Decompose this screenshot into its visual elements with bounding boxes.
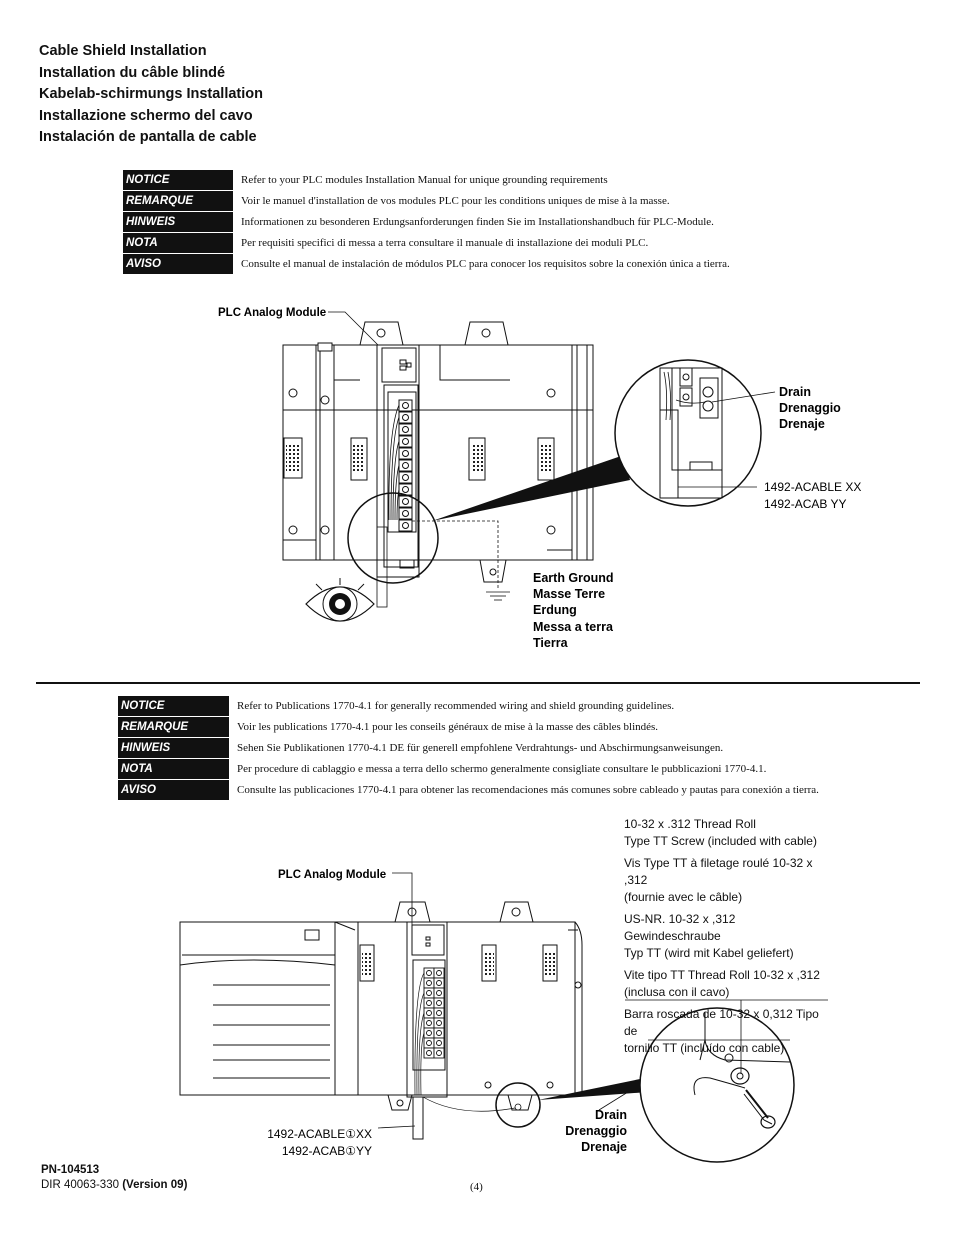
- title-es: Instalación de pantalla de cable: [39, 129, 257, 145]
- figure-1-large-zoom-circle: [615, 360, 761, 506]
- figure-1-drain-label: Drenaggio: [779, 401, 841, 415]
- notice-text: Refer to Publications 1770-4.1 for generally recommended wiring and shield grounding guidelines.: [237, 700, 675, 712]
- figure-1-ground-label: Earth Ground: [533, 571, 614, 585]
- screw-callout-en: [624, 816, 834, 850]
- figure-2-module-label: PLC Analog Module: [278, 869, 387, 881]
- screw-icon: [515, 1104, 521, 1110]
- notice-text: Consulte las publicaciones 1770-4.1 para obtener las recomendaciones más comunes sobre cableado y pautas para conexión a tierra.: [237, 784, 819, 796]
- footer: [41, 1163, 187, 1193]
- notice-label: HINWEIS: [123, 212, 233, 232]
- figure-2-terminal-block: [424, 968, 444, 1058]
- figure-2-drain-label: Drenaje: [581, 1140, 627, 1154]
- dir-number: DIR 40063-330: [41, 1179, 123, 1191]
- callout-line: Barra roscada de 10-32 x 0,312 Tipo de: [624, 1007, 819, 1038]
- notice-label: NOTICE: [118, 696, 229, 716]
- figure-2-small-zoom-circle: [496, 1083, 540, 1127]
- notice-row: [118, 759, 819, 779]
- figure-2-drain-label: Drain: [595, 1108, 627, 1122]
- notice-text: Voir le manuel d'installation de vos modules PLC pour les conditions uniques de mise à la masse.: [241, 195, 670, 207]
- figure-2-cable-label: 1492-ACABLE①XX: [267, 1127, 372, 1141]
- page-number: (4): [470, 1181, 483, 1193]
- figure-1-ground-label: Masse Terre: [533, 587, 606, 601]
- notice-row: [118, 717, 819, 737]
- notice-label: REMARQUE: [118, 717, 229, 737]
- figure-2-chassis: [180, 902, 582, 1110]
- notice-text: Per requisiti specifici di messa a terra consultare il manuale di installazione dei moduli PLC.: [241, 237, 649, 249]
- version-label: (Version 09): [122, 1179, 188, 1191]
- notice-text: Sehen Sie Publikationen 1770-4.1 DE für generell empfohlene Verdrahtungs- und Abschirmungsanweisungen.: [237, 742, 724, 754]
- figure-1-drain-label: Drenaje: [779, 417, 825, 431]
- screw-callout-it: [624, 967, 834, 1001]
- figure-1-cable-label: 1492-ACAB YY: [764, 497, 847, 511]
- part-number: PN-104513: [41, 1164, 100, 1176]
- eye-icon: [306, 578, 374, 621]
- section-divider: [36, 682, 920, 684]
- screw-callout-list: [624, 816, 834, 1062]
- notice-label: NOTICE: [123, 170, 233, 190]
- figure-2-zoom-pointer: [538, 1078, 648, 1100]
- notice-row: [118, 738, 819, 758]
- notice-label: AVISO: [123, 254, 233, 274]
- title-de: Kabelab-schirmungs Installation: [39, 86, 263, 102]
- notice-text: Voir les publications 1770-4.1 pour les conseils généraux de mise à la masse des câbles blindés.: [237, 721, 659, 733]
- document-id: [41, 1178, 187, 1193]
- figure-1-drain-label: Drain: [779, 385, 811, 399]
- notice-text: Per procedure di cablaggio e messa a terra dello schermo generalmente consigliate consultare le pubblicazioni 1770-4.1.: [237, 763, 767, 775]
- figure-2-cable-label: 1492-ACAB①YY: [281, 1144, 372, 1158]
- figure-1-terminal-block: [399, 400, 412, 531]
- notice-label: NOTA: [123, 233, 233, 253]
- figure-1-ground-label: Erdung: [533, 603, 577, 617]
- callout-line: US-NR. 10-32 x ,312 Gewindeschraube: [624, 912, 736, 943]
- figure-1-ground-label: Tierra: [533, 636, 568, 650]
- notice-table-2: [118, 695, 819, 801]
- notice-label: NOTA: [118, 759, 229, 779]
- figure-1-module-label: PLC Analog Module: [218, 307, 327, 319]
- notice-label: REMARQUE: [123, 191, 233, 211]
- notice-text: Consulte el manual de instalación de módulos PLC para conocer los requisitos sobre la conexión única a tierra.: [241, 258, 730, 270]
- callout-line: tornillo TT (incluído con cable): [624, 1041, 785, 1055]
- callout-line: (fournie avec le câble): [624, 890, 743, 904]
- figure-1-ground-label: Messa a terra: [533, 620, 613, 634]
- screw-callout-fr: [624, 855, 834, 906]
- notice-label: AVISO: [118, 780, 229, 800]
- callout-line: (inclusa con il cavo): [624, 985, 730, 999]
- notice-text: Refer to your PLC modules Installation Manual for unique grounding requirements: [241, 174, 608, 186]
- figure-1-cable-label: 1492-ACABLE XX: [764, 480, 862, 494]
- callout-line: Type TT Screw (included with cable): [624, 834, 817, 848]
- screw-callout-es: [624, 1006, 834, 1057]
- title-it: Installazione schermo del cavo: [39, 107, 253, 124]
- notice-text: Informationen zu besonderen Erdungsanforderungen finden Sie im Installationshandbuch für PLC-Module.: [241, 216, 714, 228]
- callout-line: 10-32 x .312 Thread Roll: [624, 817, 756, 831]
- figure-1-zoom-pointer: [432, 455, 630, 521]
- figure-1-plc-module: [377, 345, 419, 577]
- title-fr: Installation du câble blindé: [39, 64, 226, 81]
- callout-line: Typ TT (wird mit Kabel geliefert): [624, 946, 794, 960]
- notice-label: HINWEIS: [118, 738, 229, 758]
- figure-2-drain-label: Drenaggio: [565, 1124, 627, 1138]
- title-en: Cable Shield Installation: [39, 43, 207, 59]
- callout-line: Vite tipo TT Thread Roll 10-32 x ,312: [624, 968, 820, 982]
- notice-row: [118, 780, 819, 800]
- callout-line: Vis Type TT à filetage roulé 10-32 x ,312: [624, 856, 813, 887]
- screw-callout-de: [624, 911, 834, 962]
- notice-row: [118, 696, 819, 716]
